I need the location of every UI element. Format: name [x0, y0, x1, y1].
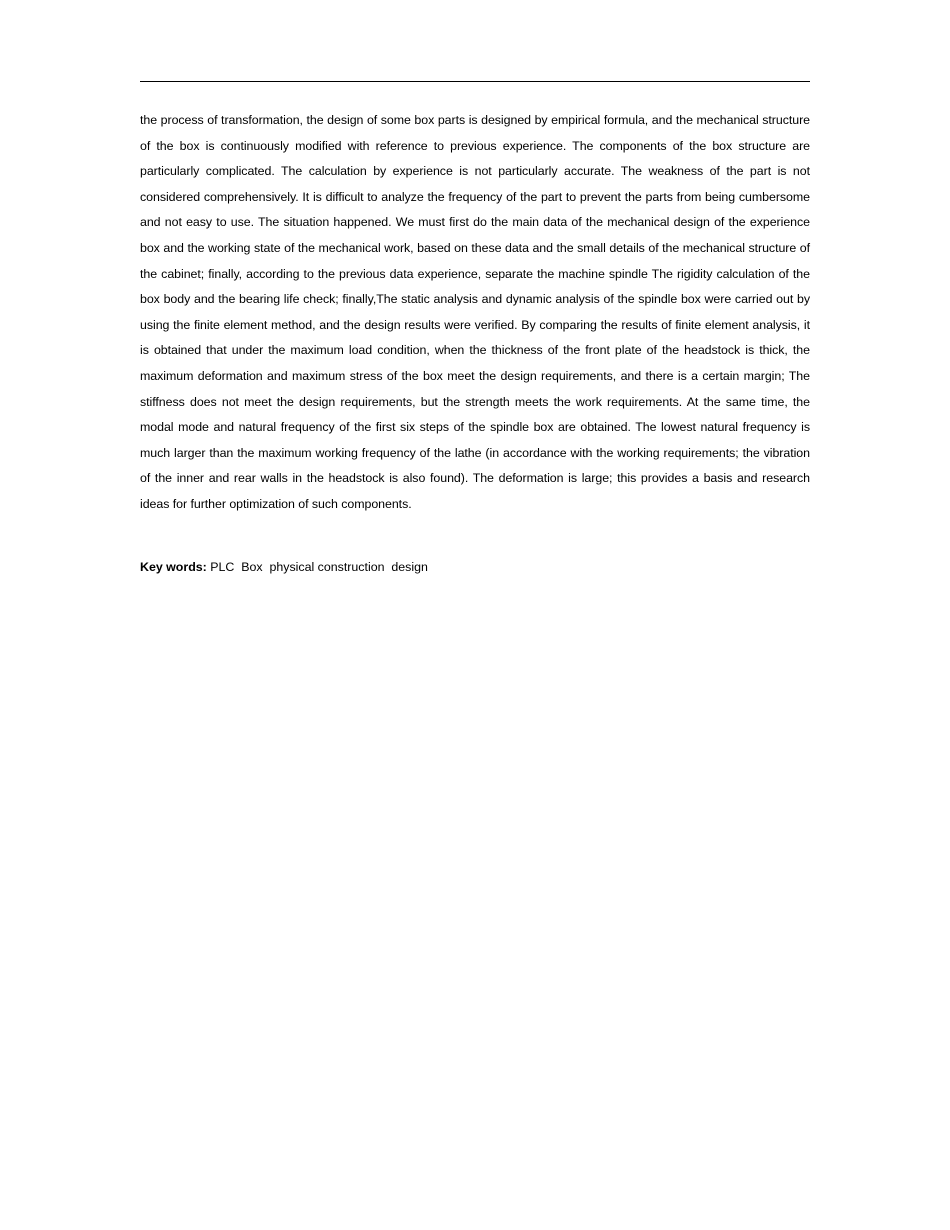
keywords-line	[140, 556, 810, 578]
header-rule	[140, 81, 810, 82]
abstract-paragraph: the process of transformation, the design of some box parts is designed by empirical formula, and the mechanical structure of the box is continuously modified with reference to previous experience. The components of the box structure are particularly complicated. The calculation by experience is not particularly accurate. The weakness of the part is not considered comprehensively. It is difficult to analyze the frequency of the part to prevent the parts from being cumbersome and not easy to use. The situation happened. We must first do the main data of the mechanical design of the experience box and the working state of the mechanical work, based on these data and the small details of the mechanical structure of the cabinet; finally, according to the previous data experience, separate the machine spindle The rigidity calculation of the box body and the bearing life check; finally,The static analysis and dynamic analysis of the spindle box were carried out by using the finite element method, and the design results were verified. By comparing the results of finite element analysis, it is obtained that under the maximum load condition, when the thickness of the front plate of the headstock is thick, the maximum deformation and maximum stress of the box meet the design requirements, and there is a certain margin; The stiffness does not meet the design requirements, but the strength meets the work requirements. At the same time, the modal mode and natural frequency of the first six steps of the spindle box are obtained. The lowest natural frequency is much larger than the maximum working frequency of the lathe (in accordance with the working requirements; the vibration of the inner and rear walls in the headstock is also found). The deformation is large; this provides a basis and research ideas for further optimization of such components.	[140, 113, 810, 511]
keywords-label: Key words:	[140, 560, 207, 574]
keywords-value: PLC Box physical construction design	[206, 560, 428, 574]
